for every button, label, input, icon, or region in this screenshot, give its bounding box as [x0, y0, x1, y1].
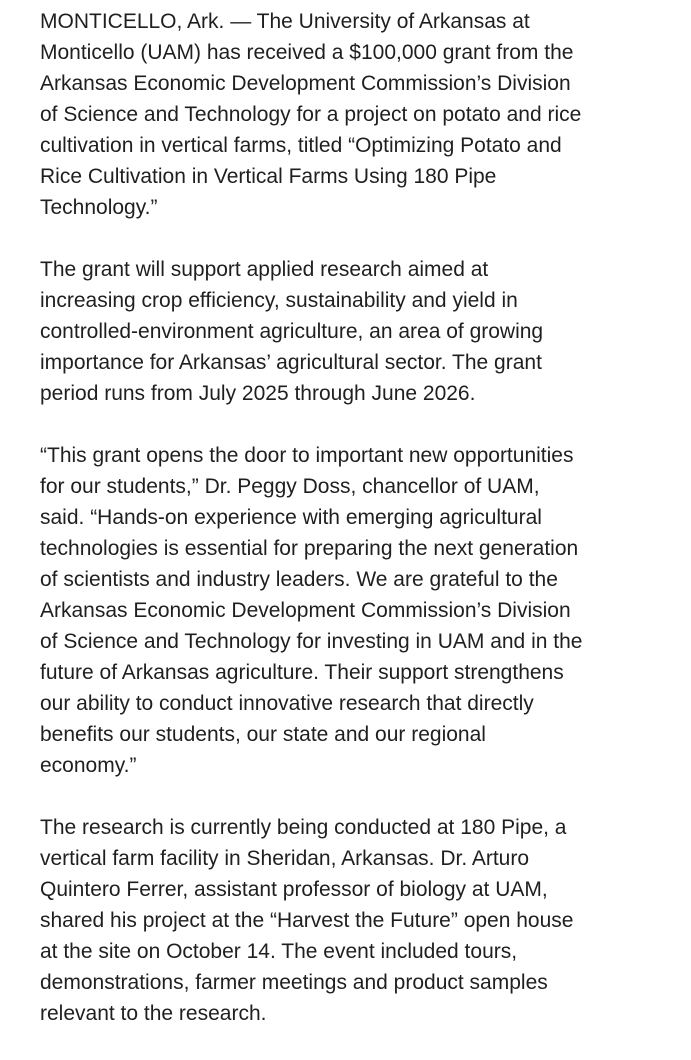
text-line: Rice Cultivation in Vertical Farms Using 180 Pipe	[40, 165, 497, 188]
text-line: of scientists and industry leaders. We are grateful to the	[40, 568, 558, 591]
text-line: cultivation in vertical farms, titled “Optimizing Potato and	[40, 134, 562, 157]
text-line: our ability to conduct innovative research that directly	[40, 692, 534, 715]
text-line: for our students,” Dr. Peggy Doss, chancellor of UAM,	[40, 475, 540, 498]
paragraph-grant-details	[40, 254, 660, 409]
text-line: technologies is essential for preparing the next generation	[40, 537, 579, 560]
text-line: benefits our students, our state and our regional	[40, 723, 486, 746]
text-line: vertical farm facility in Sheridan, Arkansas. Dr. Arturo	[40, 847, 530, 870]
text-line: “This grant opens the door to important new opportunities	[40, 444, 574, 467]
text-line: MONTICELLO, Ark. — The University of Arkansas at	[40, 10, 530, 33]
text-line: The grant will support applied research aimed at	[40, 258, 489, 281]
text-line: economy.”	[40, 754, 137, 777]
text-line: controlled-environment agriculture, an area of growing	[40, 320, 544, 343]
paragraph-research-location	[40, 812, 660, 1029]
text-line: importance for Arkansas’ agricultural sector. The grant	[40, 351, 542, 374]
text-line: said. “Hands-on experience with emerging agricultural	[40, 506, 542, 529]
text-line: period runs from July 2025 through June 2026.	[40, 382, 476, 405]
text-line: Monticello (UAM) has received a $100,000 grant from the	[40, 41, 574, 64]
text-line: Technology.”	[40, 196, 158, 219]
text-line: of Science and Technology for investing in UAM and in the	[40, 630, 583, 653]
text-line: relevant to the research.	[40, 1002, 267, 1025]
paragraph-announcement	[40, 6, 660, 223]
text-line: Arkansas Economic Development Commission’s Division	[40, 599, 571, 622]
text-line: Arkansas Economic Development Commission’s Division	[40, 72, 571, 95]
text-line: demonstrations, farmer meetings and product samples	[40, 971, 548, 994]
text-line: at the site on October 14. The event included tours,	[40, 940, 518, 963]
text-line: Quintero Ferrer, assistant professor of biology at UAM,	[40, 878, 548, 901]
paragraph-chancellor-quote	[40, 440, 660, 781]
article-body	[40, 6, 660, 1060]
text-line: shared his project at the “Harvest the Future” open house	[40, 909, 574, 932]
text-line: The research is currently being conducted at 180 Pipe, a	[40, 816, 567, 839]
text-line: of Science and Technology for a project on potato and rice	[40, 103, 582, 126]
text-line: increasing crop efficiency, sustainability and yield in	[40, 289, 518, 312]
text-line: future of Arkansas agriculture. Their support strengthens	[40, 661, 564, 684]
